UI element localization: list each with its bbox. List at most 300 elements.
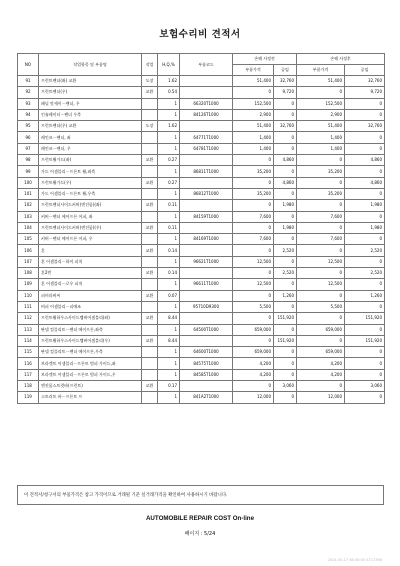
row-work	[142, 358, 158, 369]
row-part-code	[180, 155, 233, 166]
row-after-part-price: 12,500	[297, 256, 345, 267]
row-before-labor: 2,520	[274, 245, 297, 256]
row-before-labor: 0	[274, 132, 297, 143]
table-row	[18, 290, 385, 301]
table-row	[18, 121, 385, 132]
row-work	[142, 369, 158, 380]
row-work	[142, 166, 158, 177]
row-hq: 1	[158, 109, 180, 120]
row-hq: 0.27	[158, 155, 180, 166]
table-row	[18, 177, 385, 188]
row-item-name: 스트러트 바－프론트 프	[39, 392, 142, 403]
row-after-part-price: 51,400	[297, 76, 345, 87]
row-after-part-price: 0	[297, 268, 345, 279]
row-work	[142, 132, 158, 143]
row-hq: 1.62	[158, 121, 180, 132]
row-before-part-price: 12,500	[233, 256, 274, 267]
row-before-labor: 0	[274, 166, 297, 177]
row-after-part-price: 7,600	[297, 234, 345, 245]
row-before-labor: 1,980	[274, 200, 297, 211]
document-title: 보험수리비 견적서	[159, 29, 241, 40]
row-item-name: 프런트휠하우스사이드멤버어셈블리(우)	[39, 335, 142, 346]
row-after-labor: 0	[345, 143, 385, 154]
row-after-part-price: 5,500	[297, 301, 345, 312]
row-item-name: 프런트펜더(우) 교환	[39, 121, 142, 132]
row-part-code: 84575T1000	[180, 358, 233, 369]
table-row	[18, 369, 385, 380]
table-row	[18, 188, 385, 199]
row-hq: 8.44	[158, 335, 180, 346]
row-work: 교환	[142, 222, 158, 233]
row-before-part-price: 0	[233, 313, 274, 324]
row-before-part-price: 0	[233, 335, 274, 346]
table-row	[18, 132, 385, 143]
table-row	[18, 392, 385, 403]
row-hq: 0.27	[158, 177, 180, 188]
row-before-part-price: 659,000	[233, 347, 274, 358]
row-after-part-price: 0	[297, 290, 345, 301]
table-row	[18, 166, 385, 177]
row-after-labor: 0	[345, 132, 385, 143]
row-after-part-price: 1,400	[297, 143, 345, 154]
row-hq: 0.11	[158, 200, 180, 211]
table-row	[18, 347, 385, 358]
table-row	[18, 211, 385, 222]
row-after-labor: 4,860	[345, 177, 385, 188]
row-after-labor: 0	[345, 279, 385, 290]
row-work	[142, 234, 158, 245]
row-hq: 1	[158, 301, 180, 312]
row-no: 95	[18, 121, 39, 132]
row-hq: 1	[158, 188, 180, 199]
row-part-code: 86812T1000	[180, 188, 233, 199]
row-no: 113	[18, 324, 39, 335]
row-after-part-price: 35,200	[297, 166, 345, 177]
row-no: 118	[18, 381, 39, 392]
row-hq: 1	[158, 324, 180, 335]
row-after-part-price: 35,200	[297, 188, 345, 199]
row-work	[142, 143, 158, 154]
header-before-part-price: 부품가격	[233, 65, 274, 76]
row-after-labor: 0	[345, 98, 385, 109]
row-before-part-price: 35,200	[233, 166, 274, 177]
row-no: 108	[18, 268, 39, 279]
row-before-labor: 3,060	[274, 381, 297, 392]
row-before-part-price: 0	[233, 381, 274, 392]
row-item-name: 가드 어셈블리－프론트 휠,우측	[39, 188, 142, 199]
row-before-labor: 0	[274, 369, 297, 380]
row-before-part-price: 0	[233, 87, 274, 98]
row-after-labor: 0	[345, 369, 385, 380]
table-row	[18, 109, 385, 120]
row-part-code: 66320T1000	[180, 98, 233, 109]
row-after-part-price: 0	[297, 87, 345, 98]
row-work: 교환	[142, 335, 158, 346]
table-row	[18, 256, 385, 267]
row-after-part-price: 1,400	[297, 132, 345, 143]
row-no: 112	[18, 313, 39, 324]
row-after-labor: 151,920	[345, 313, 385, 324]
row-no: 119	[18, 392, 39, 403]
row-before-labor: 4,860	[274, 177, 297, 188]
row-after-labor: 0	[345, 166, 385, 177]
row-after-labor: 1,260	[345, 290, 385, 301]
row-part-code: 84159T1000	[180, 211, 233, 222]
row-item-name: 브라켓트 어셈블리－프론트 범퍼 가이드,우	[39, 369, 142, 380]
header-before: 손해 사정전	[233, 54, 297, 65]
row-work	[142, 109, 158, 120]
row-before-labor: 0	[274, 279, 297, 290]
row-before-part-price: 0	[233, 200, 274, 211]
row-item-name: 프런트펜더(우)	[39, 87, 142, 98]
table-row	[18, 76, 385, 87]
row-after-part-price: 4,200	[297, 358, 345, 369]
row-hq: 1	[158, 256, 180, 267]
row-hq: 1	[158, 279, 180, 290]
header-after: 손해 사정후	[297, 54, 385, 65]
row-part-code	[180, 313, 233, 324]
table-row	[18, 234, 385, 245]
row-work: 교환	[142, 313, 158, 324]
row-before-labor: 0	[274, 98, 297, 109]
row-before-labor: 0	[274, 109, 297, 120]
row-work	[142, 256, 158, 267]
row-hq: 8.44	[158, 313, 180, 324]
row-after-labor: 151,920	[345, 335, 385, 346]
row-after-labor: 0	[345, 301, 385, 312]
row-after-labor: 2,520	[345, 245, 385, 256]
print-stamp: 2024-00-17 08:00:00 A7C2366	[327, 558, 382, 562]
row-before-labor: 0	[274, 392, 297, 403]
row-after-part-price: 659,000	[297, 347, 345, 358]
price-notice: 이 견적서/청구서의 부품가격은 참고 가격이므로 거래될 기준 실거래가격을 확인하여 사용하시기 바랍니다.	[17, 485, 384, 505]
row-part-code	[180, 76, 233, 87]
header-after-part-price: 부품가격	[297, 65, 345, 76]
row-before-part-price: 7,600	[233, 234, 274, 245]
row-part-code	[180, 335, 233, 346]
row-work: 교환	[142, 245, 158, 256]
row-after-part-price: 0	[297, 245, 345, 256]
header-item: 작업항목 및 부품명	[39, 54, 142, 76]
row-after-labor: 0	[345, 347, 385, 358]
row-work: 교환	[142, 268, 158, 279]
row-before-labor: 4,860	[274, 155, 297, 166]
row-no: 91	[18, 76, 39, 87]
row-before-part-price: 1,400	[233, 143, 274, 154]
row-work	[142, 392, 158, 403]
row-before-part-price: 51,400	[233, 76, 274, 87]
row-item-name: 프런트펜더사이드커버(앤진룸)(좌)	[39, 200, 142, 211]
row-part-code: 86811T1000	[180, 166, 233, 177]
row-item-name: 프런트펜더(좌) 교환	[39, 76, 142, 87]
header-work: 작업	[142, 54, 158, 76]
row-after-labor: 1,980	[345, 222, 385, 233]
row-part-code	[180, 290, 233, 301]
row-before-part-price: 0	[233, 290, 274, 301]
row-item-name: 브라켓트 어셈블리－프론트 범퍼 가이드,좌	[39, 358, 142, 369]
row-no: 99	[18, 166, 39, 177]
row-after-part-price: 12,500	[297, 279, 345, 290]
row-after-labor: 0	[345, 234, 385, 245]
row-item-name: 프런트휠하우스사이드멤버어셈블리(좌)	[39, 313, 142, 324]
row-after-part-price: 2,900	[297, 109, 345, 120]
row-no: 92	[18, 87, 39, 98]
row-before-part-price: 7,600	[233, 211, 274, 222]
row-work	[142, 279, 158, 290]
row-after-labor: 32,760	[345, 76, 385, 87]
row-hq: 0.17	[158, 381, 180, 392]
page-number: 페이지 : 5/24	[184, 531, 216, 537]
row-before-labor: 1,980	[274, 222, 297, 233]
row-item-name: 판넬 컴플리트－펜더 에이프론,좌측	[39, 324, 142, 335]
row-no: 93	[18, 98, 39, 109]
row-after-labor: 0	[345, 188, 385, 199]
row-part-code: 96611T1000	[180, 279, 233, 290]
estimate-rows	[18, 76, 385, 404]
row-no: 116	[18, 358, 39, 369]
row-before-part-price: 4,200	[233, 369, 274, 380]
row-item-name: 혼 어셈블리－하이 피치	[39, 256, 142, 267]
row-work: 교환	[142, 155, 158, 166]
row-work: 교환	[142, 177, 158, 188]
row-no: 117	[18, 369, 39, 380]
row-work	[142, 347, 158, 358]
estimate-table	[17, 53, 385, 404]
row-hq: 1	[158, 98, 180, 109]
header-after-labor: 공임	[345, 65, 385, 76]
row-no: 101	[18, 188, 39, 199]
row-part-code: 64781T1000	[180, 143, 233, 154]
row-work	[142, 301, 158, 312]
row-before-labor: 151,920	[274, 313, 297, 324]
row-part-code	[180, 222, 233, 233]
table-row	[18, 222, 385, 233]
row-no: 111	[18, 301, 39, 312]
table-row	[18, 324, 385, 335]
row-after-labor: 2,520	[345, 268, 385, 279]
row-hq: 1	[158, 143, 180, 154]
row-before-labor: 0	[274, 256, 297, 267]
row-no: 110	[18, 290, 39, 301]
row-before-labor: 0	[274, 143, 297, 154]
row-work: 교환	[142, 381, 158, 392]
row-work	[142, 324, 158, 335]
row-after-labor: 9,720	[345, 87, 385, 98]
row-item-name: 패널 앗세이－펜더, 우	[39, 98, 142, 109]
row-item-name: 앤진룸스트럿바(프런트)	[39, 381, 142, 392]
row-hq: 0.14	[158, 268, 180, 279]
row-before-part-price: 2,900	[233, 109, 274, 120]
row-work: 교환	[142, 200, 158, 211]
row-after-part-price: 51,400	[297, 121, 345, 132]
row-no: 107	[18, 256, 39, 267]
row-hq: 1	[158, 358, 180, 369]
row-hq: 1	[158, 234, 180, 245]
row-item-name: 인슐레이터－펜더 우측	[39, 109, 142, 120]
row-no: 102	[18, 200, 39, 211]
row-before-labor: 1,260	[274, 290, 297, 301]
row-hq: 1	[158, 132, 180, 143]
table-row	[18, 200, 385, 211]
header-no: NO	[18, 54, 39, 76]
row-after-part-price: 0	[297, 200, 345, 211]
row-work	[142, 211, 158, 222]
row-after-part-price: 0	[297, 335, 345, 346]
row-part-code	[180, 121, 233, 132]
row-before-part-price: 12,000	[233, 392, 274, 403]
row-after-part-price: 0	[297, 177, 345, 188]
row-item-name: 프런트휠가드(우)	[39, 177, 142, 188]
row-before-part-price: 0	[233, 155, 274, 166]
row-after-labor: 0	[345, 392, 385, 403]
row-no: 115	[18, 347, 39, 358]
table-row	[18, 381, 385, 392]
row-hq: 0.14	[158, 245, 180, 256]
row-work: 도장	[142, 76, 158, 87]
row-no: 114	[18, 335, 39, 346]
table-row	[18, 279, 385, 290]
row-after-labor: 0	[345, 324, 385, 335]
row-before-part-price: 35,200	[233, 188, 274, 199]
row-after-part-price: 659,000	[297, 324, 345, 335]
row-item-name: 혼	[39, 245, 142, 256]
row-after-part-price: 7,600	[297, 211, 345, 222]
row-no: 98	[18, 155, 39, 166]
row-work	[142, 188, 158, 199]
row-no: 104	[18, 222, 39, 233]
row-no: 103	[18, 211, 39, 222]
row-after-part-price: 0	[297, 313, 345, 324]
row-part-code	[180, 177, 233, 188]
row-before-labor: 0	[274, 347, 297, 358]
row-part-code: 84126T1000	[180, 109, 233, 120]
row-item-name: 퍼머라버씨	[39, 290, 142, 301]
row-item-name: 혼2번	[39, 268, 142, 279]
row-part-code: 84585T1000	[180, 369, 233, 380]
row-before-part-price: 0	[233, 222, 274, 233]
row-after-part-price: 152,500	[297, 98, 345, 109]
row-before-part-price: 5,500	[233, 301, 274, 312]
row-part-code: 96621T1000	[180, 256, 233, 267]
table-row	[18, 358, 385, 369]
row-after-part-price: 4,200	[297, 369, 345, 380]
table-row	[18, 301, 385, 312]
row-no: 109	[18, 279, 39, 290]
row-before-part-price: 0	[233, 177, 274, 188]
header-code: 부품코드	[180, 54, 233, 76]
row-part-code	[180, 200, 233, 211]
row-before-labor: 9,720	[274, 87, 297, 98]
table-row	[18, 268, 385, 279]
row-part-code: 64771T1000	[180, 132, 233, 143]
row-hq: 1	[158, 369, 180, 380]
row-item-name: 가드 어셈블리－프론트 휠,좌측	[39, 166, 142, 177]
row-hq: 0.07	[158, 290, 180, 301]
row-part-code: 64600T1000	[180, 347, 233, 358]
row-hq: 0.54	[158, 87, 180, 98]
row-no: 100	[18, 177, 39, 188]
row-after-labor: 1,980	[345, 200, 385, 211]
row-part-code: 841A2T1000	[180, 392, 233, 403]
row-after-labor: 0	[345, 109, 385, 120]
row-before-labor: 32,760	[274, 121, 297, 132]
footer-title: AUTOMOBILE REPAIR COST On-line	[145, 515, 255, 522]
row-part-code	[180, 268, 233, 279]
row-before-part-price: 152,500	[233, 98, 274, 109]
row-after-part-price: 0	[297, 222, 345, 233]
row-item-name: 커버－펜더 에어프론 어퍼, 좌	[39, 211, 142, 222]
row-part-code: 64500T1000	[180, 324, 233, 335]
row-work	[142, 98, 158, 109]
row-hq: 1	[158, 211, 180, 222]
row-hq: 1	[158, 347, 180, 358]
table-row	[18, 245, 385, 256]
row-before-labor: 0	[274, 324, 297, 335]
table-row	[18, 98, 385, 109]
row-hq: 0.11	[158, 222, 180, 233]
row-work: 교환	[142, 87, 158, 98]
table-row	[18, 335, 385, 346]
row-after-labor: 0	[345, 211, 385, 222]
row-item-name: 커버－펜더 에어프론 어퍼, 우	[39, 234, 142, 245]
row-part-code	[180, 87, 233, 98]
row-after-labor: 4,860	[345, 155, 385, 166]
row-before-part-price: 51,400	[233, 121, 274, 132]
row-part-code: 95710D9300	[180, 301, 233, 312]
row-no: 97	[18, 143, 39, 154]
row-before-part-price: 1,400	[233, 132, 274, 143]
row-before-labor: 0	[274, 188, 297, 199]
row-no: 105	[18, 234, 39, 245]
row-after-labor: 0	[345, 256, 385, 267]
row-item-name: 레인즈－펜더, 좌	[39, 132, 142, 143]
row-before-part-price: 12,500	[233, 279, 274, 290]
row-part-code: 84169T1000	[180, 234, 233, 245]
table-row	[18, 155, 385, 166]
row-after-labor: 3,060	[345, 381, 385, 392]
row-item-name: 레인즈－펜더, 우	[39, 143, 142, 154]
header-hq: H,Q,%	[158, 54, 180, 76]
row-before-labor: 151,920	[274, 335, 297, 346]
row-before-labor: 0	[274, 234, 297, 245]
row-before-labor: 32,760	[274, 76, 297, 87]
row-part-code	[180, 381, 233, 392]
row-item-name: 프런트휠가드(좌)	[39, 155, 142, 166]
row-no: 94	[18, 109, 39, 120]
row-before-part-price: 659,000	[233, 324, 274, 335]
row-item-name: 프런트펜더사이드커버(앤진룸)(우)	[39, 222, 142, 233]
row-no: 96	[18, 132, 39, 143]
row-after-part-price: 12,000	[297, 392, 345, 403]
table-row	[18, 87, 385, 98]
row-item-name: 버퍼 어셈블리－피에조	[39, 301, 142, 312]
row-item-name: 판넬 컴플리트－펜더 에이프론,우측	[39, 347, 142, 358]
row-before-part-price: 0	[233, 245, 274, 256]
row-after-labor: 0	[345, 358, 385, 369]
row-part-code	[180, 245, 233, 256]
row-before-labor: 0	[274, 358, 297, 369]
table-row	[18, 313, 385, 324]
table-row	[18, 143, 385, 154]
row-after-labor: 32,760	[345, 121, 385, 132]
row-before-labor: 0	[274, 301, 297, 312]
row-hq: 1	[158, 166, 180, 177]
header-before-labor: 공임	[274, 65, 297, 76]
row-hq: 1.62	[158, 76, 180, 87]
row-hq: 1	[158, 392, 180, 403]
row-no: 106	[18, 245, 39, 256]
row-item-name: 혼 어셈블리－로우 피치	[39, 279, 142, 290]
